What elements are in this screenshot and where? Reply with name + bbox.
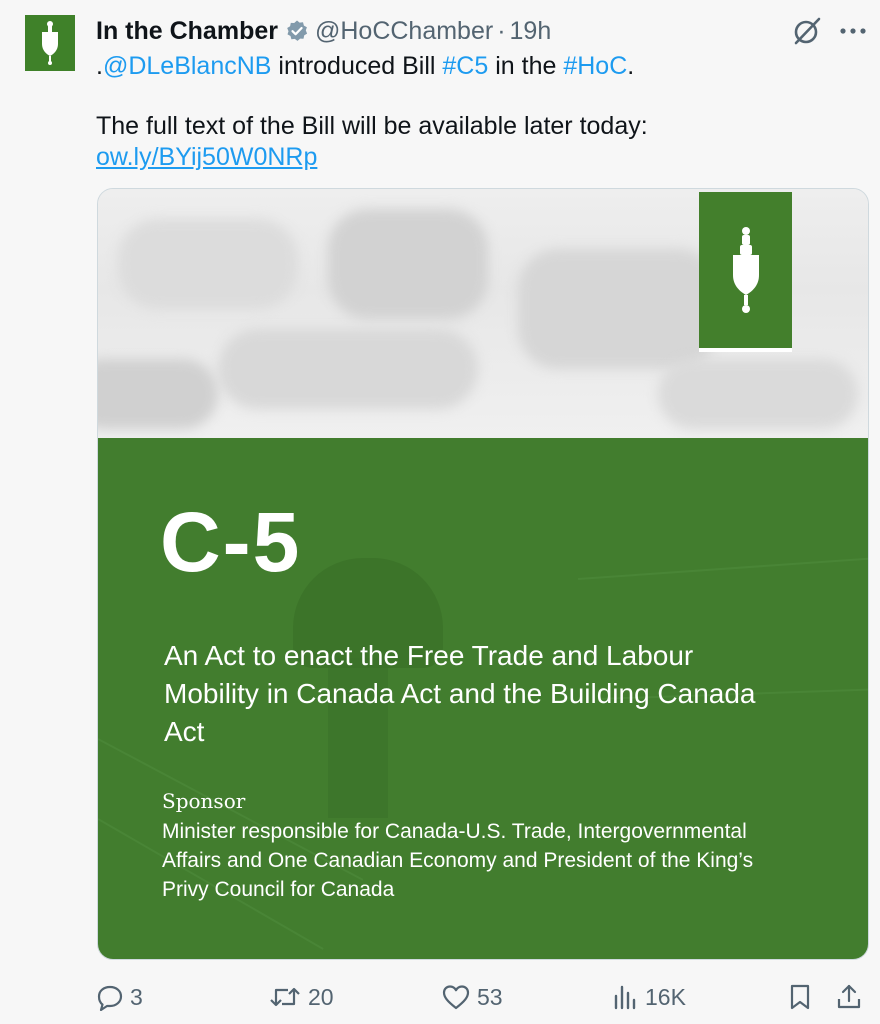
house-of-commons-logo	[699, 192, 792, 352]
reply-button[interactable]	[96, 978, 143, 1016]
repost-button[interactable]	[268, 978, 334, 1016]
mace-logo-icon	[729, 225, 763, 315]
prefix-text: .	[96, 52, 103, 80]
heart-icon	[441, 983, 471, 1011]
repost-count: 20	[308, 983, 334, 1010]
bill-number: C-5	[160, 495, 302, 589]
suffix-text: .	[627, 52, 635, 80]
views-button[interactable]	[611, 978, 686, 1016]
hashtag-c5-link[interactable]: #C5	[442, 52, 489, 80]
grok-icon[interactable]	[792, 16, 822, 46]
desk-line	[578, 557, 868, 580]
view-count: 16K	[645, 983, 686, 1010]
tweet-text-line-2: The full text of the Bill will be available later today:	[96, 112, 648, 140]
more-options-icon[interactable]	[840, 27, 866, 35]
mace-logo-icon	[39, 20, 61, 66]
share-button[interactable]	[836, 978, 862, 1016]
media-image[interactable]	[97, 188, 869, 960]
share-icon	[836, 983, 862, 1011]
bill-text-link[interactable]: ow.ly/BYij50W0NRp	[96, 143, 318, 171]
views-chart-icon	[611, 983, 639, 1011]
bookmark-icon	[788, 983, 812, 1011]
post-time[interactable]: 19h	[509, 16, 552, 45]
reply-icon	[96, 983, 124, 1011]
repost-icon	[268, 983, 302, 1011]
tweet-header	[96, 14, 551, 48]
reply-count: 3	[130, 983, 143, 1010]
tweet-text-line-1	[96, 50, 634, 82]
account-avatar[interactable]	[25, 15, 75, 71]
bookmark-button[interactable]	[788, 978, 812, 1016]
tweet-action-bar	[96, 978, 866, 1016]
author-handle[interactable]: @HoCChamber	[314, 16, 494, 45]
tweet-text: introduced Bill	[271, 52, 443, 80]
sponsor-label: Sponsor	[162, 789, 246, 813]
like-button[interactable]	[441, 978, 503, 1016]
top-actions	[792, 14, 866, 48]
mention-link[interactable]: @DLeBlancNB	[102, 52, 272, 80]
like-count: 53	[477, 983, 503, 1010]
tweet-text: in the	[488, 52, 564, 80]
verified-badge-icon[interactable]	[285, 19, 309, 43]
author-name[interactable]: In the Chamber	[96, 16, 278, 45]
hashtag-hoc-link[interactable]: #HoC	[563, 52, 628, 80]
sponsor-text: Minister responsible for Canada-U.S. Trade, Intergovernmental Affairs and One Canadian Economy and President of the King’s Privy Council for Canada	[162, 820, 754, 901]
separator-dot: ·	[497, 16, 506, 45]
tweet-url-line	[96, 141, 317, 173]
bill-title: An Act to enact the Free Trade and Labour Mobility in Canada Act and the Building Canada Act	[164, 640, 756, 747]
